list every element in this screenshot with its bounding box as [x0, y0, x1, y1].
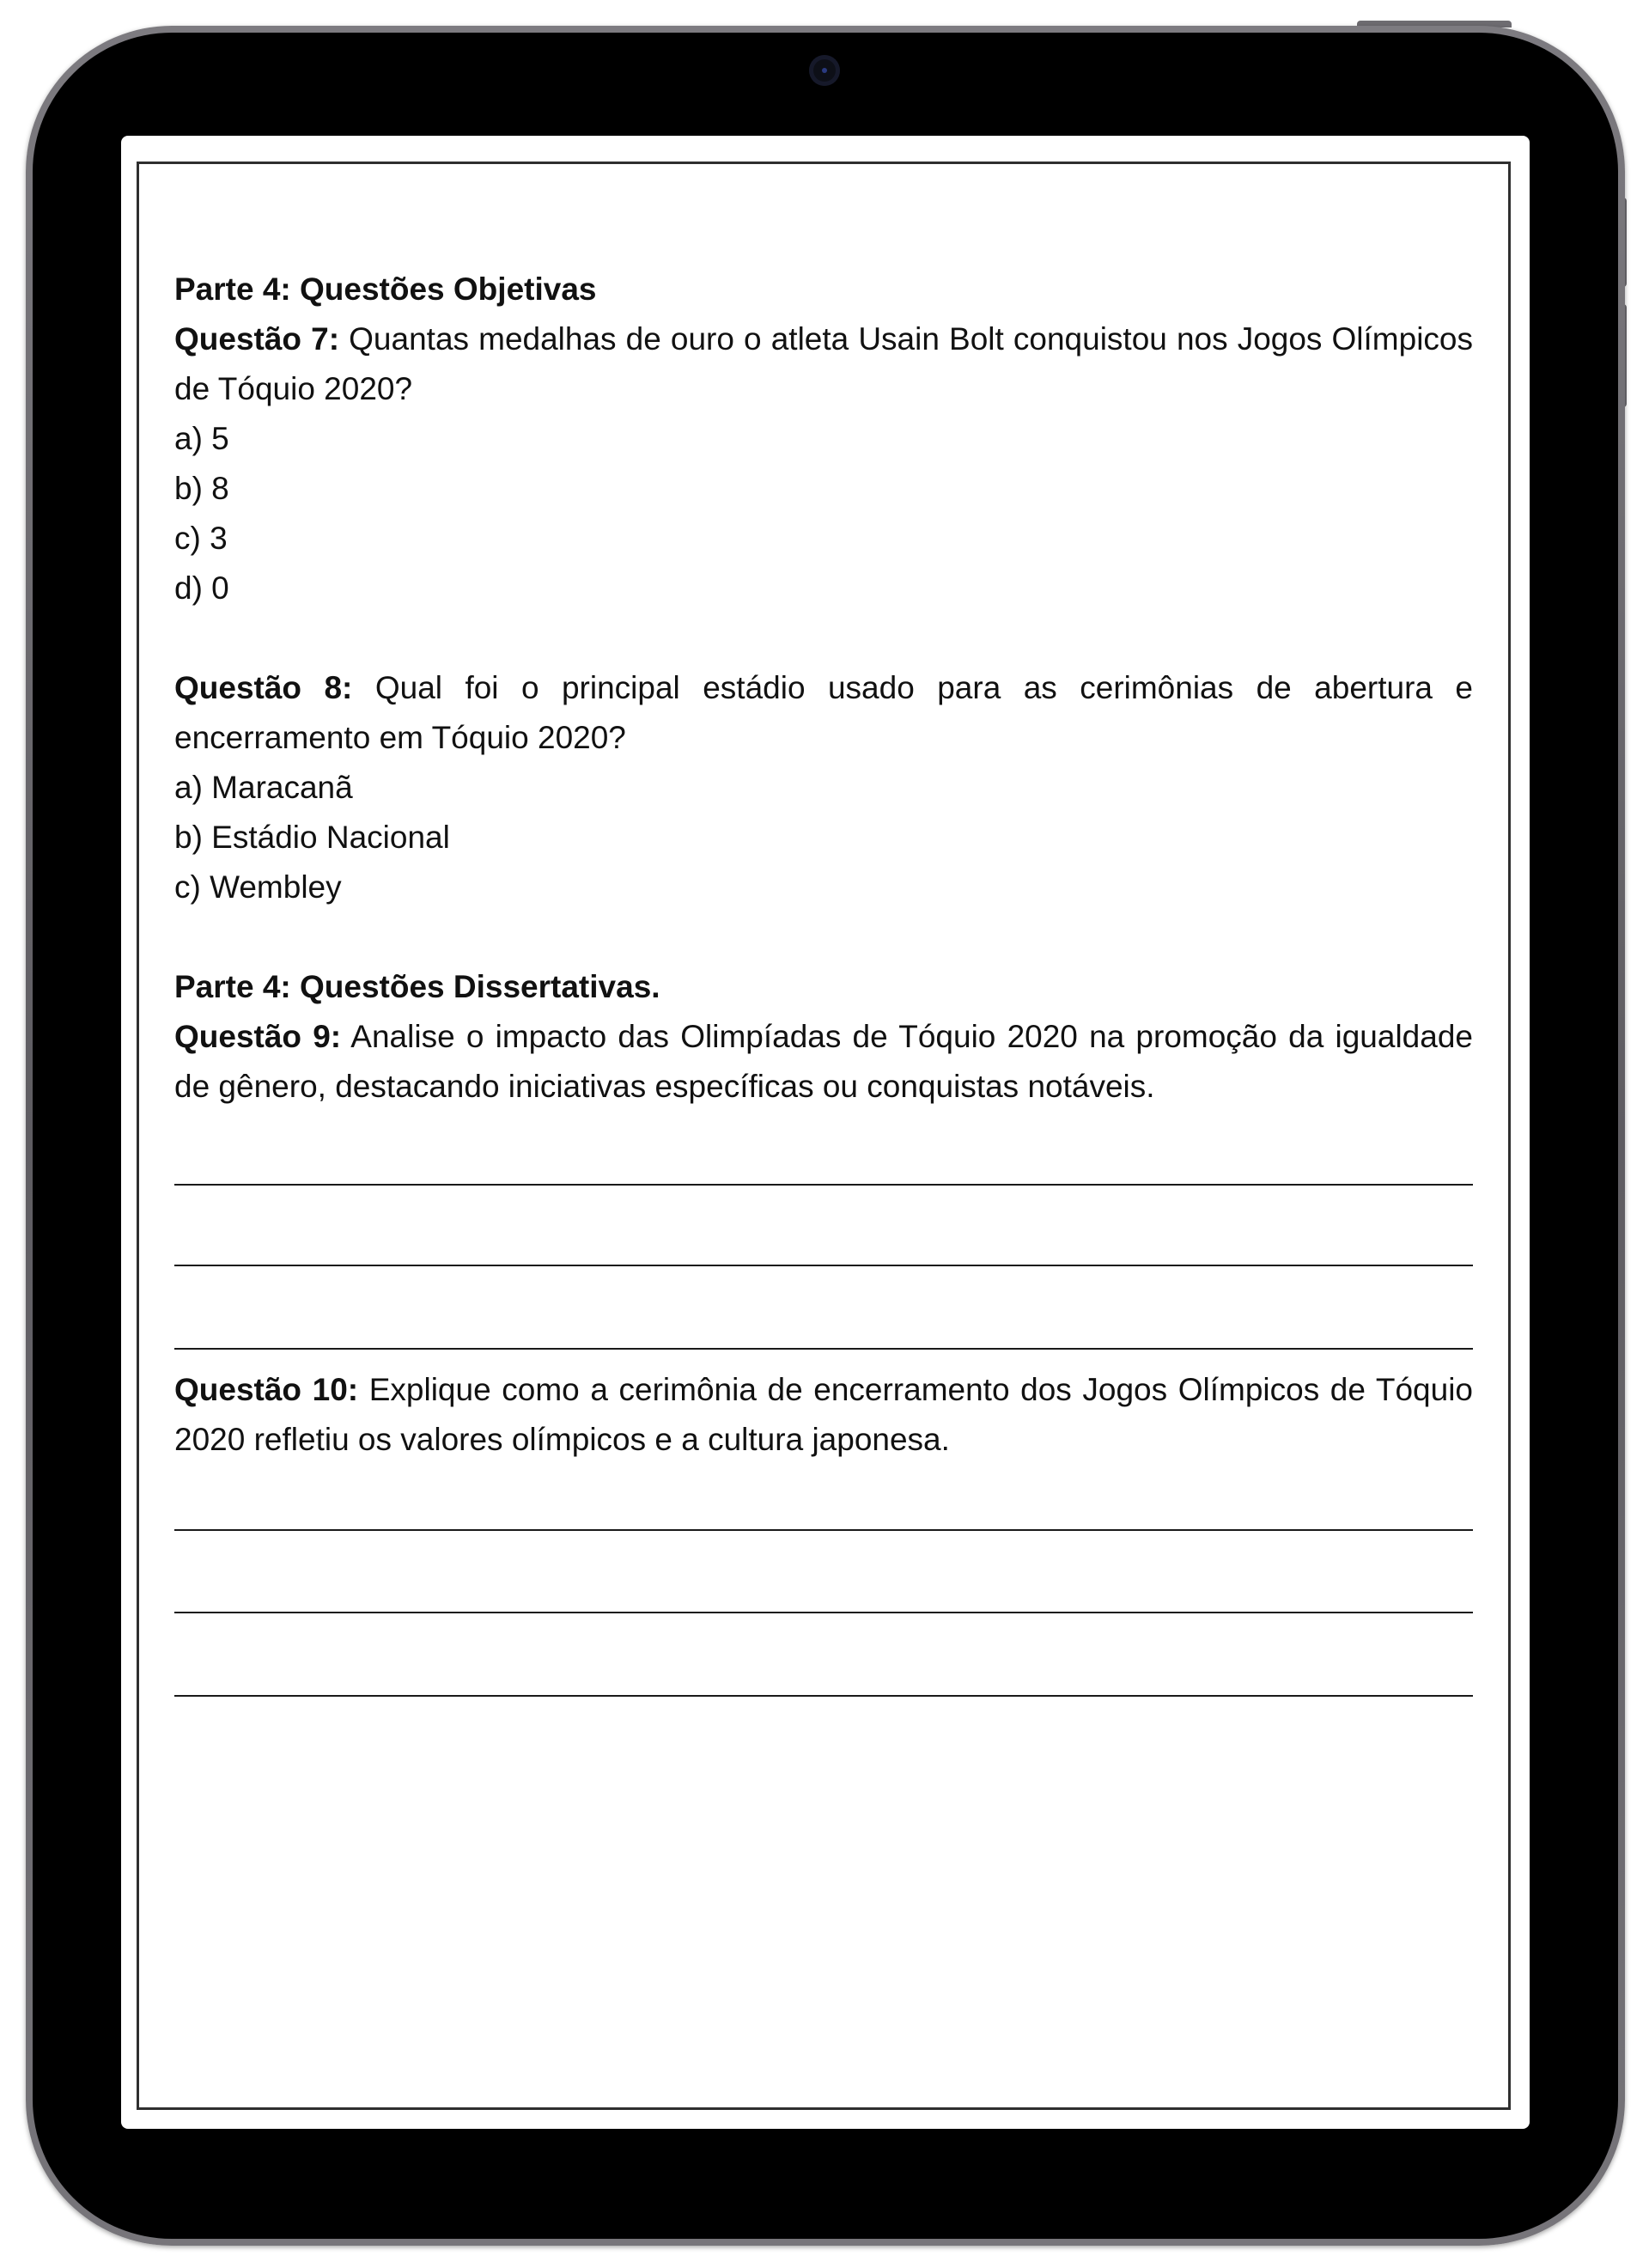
- exam-document: [174, 265, 1473, 1697]
- question-7-option-b: b) 8: [174, 471, 229, 506]
- spacer: [174, 613, 1473, 663]
- question-10: [174, 1365, 1473, 1465]
- question-7-option-d: d) 0: [174, 570, 229, 606]
- question-9-label: Questão 9:: [174, 1019, 342, 1054]
- question-8-option-b: b) Estádio Nacional: [174, 820, 450, 855]
- section-title-objective: Parte 4: Questões Objetivas: [174, 271, 597, 307]
- question-10-text: Explique como a cerimônia de encerramento dos Jogos Olímpicos de Tóquio 2020 refletiu os valores olímpicos e a cultura japonesa.: [174, 1372, 1474, 1457]
- question-7-option-c: c) 3: [174, 521, 228, 556]
- answer-line[interactable]: [174, 1612, 1473, 1613]
- section-title-essay: Parte 4: Questões Dissertativas.: [174, 969, 660, 1004]
- question-8: [174, 663, 1473, 763]
- question-7: [174, 314, 1473, 414]
- answer-line[interactable]: [174, 1529, 1473, 1531]
- answer-line[interactable]: [174, 1695, 1473, 1697]
- question-7-option-a: a) 5: [174, 421, 229, 456]
- question-7-label: Questão 7:: [174, 321, 340, 357]
- answer-line[interactable]: [174, 1184, 1473, 1186]
- answer-line[interactable]: [174, 1265, 1473, 1266]
- answer-line[interactable]: [174, 1348, 1473, 1350]
- question-8-option-a: a) Maracanã: [174, 770, 353, 805]
- question-10-label: Questão 10:: [174, 1372, 359, 1407]
- camera-lens: [822, 68, 827, 73]
- tablet-screen: [121, 136, 1530, 2129]
- question-9-text: Analise o impacto das Olimpíadas de Tóquio 2020 na promoção da igualdade de gênero, destacando iniciativas específicas ou conquistas notáveis.: [174, 1019, 1473, 1104]
- question-7-text: Quantas medalhas de ouro o atleta Usain Bolt conquistou nos Jogos Olímpicos de Tóquio 2020?: [174, 321, 1474, 406]
- question-8-text: Qual foi o principal estádio usado para as cerimônias de abertura e encerramento em Tóquio 2020?: [174, 670, 1474, 755]
- spacer: [174, 912, 1473, 962]
- question-8-label: Questão 8:: [174, 670, 353, 705]
- question-9: [174, 1012, 1473, 1112]
- question-8-option-c: c) Wembley: [174, 869, 342, 905]
